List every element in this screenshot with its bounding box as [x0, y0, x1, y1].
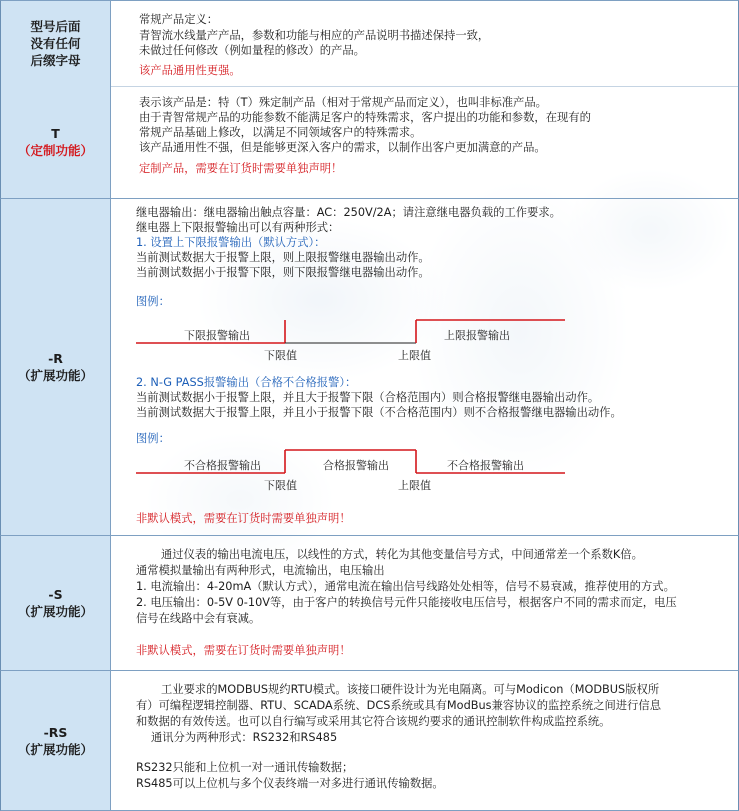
lower-limit-label: 下限值 [264, 349, 297, 362]
label-sub: （扩展功能） [17, 604, 93, 619]
row-label [1, 199, 111, 535]
ng-left-label: 不合格报警输出 [184, 459, 261, 472]
ng-right-label: 不合格报警输出 [447, 459, 524, 472]
legend-label: 图例： [136, 432, 170, 445]
text-line: RS485可以上位机与多个仪表终端一对多进行通讯传输数据。 [136, 777, 444, 790]
upper-limit-label: 上限值 [398, 349, 431, 362]
note-text: 非默认模式，需要在订货时需要单独声明！ [136, 512, 351, 525]
label-code: -R [48, 351, 63, 366]
row-t [0, 86, 739, 199]
row-rs [0, 671, 739, 811]
row-label [1, 671, 111, 810]
row-content [111, 199, 738, 535]
lower-limit-label: 下限值 [264, 479, 297, 492]
text-line: 当前测试数据小于报警上限，并且大于报警下限（合格范围内）则合格报警继电器输出动作。 [136, 391, 600, 404]
text-line: 常规产品定义： [139, 13, 219, 26]
label-sub: （扩展功能） [17, 368, 93, 383]
note-text: 定制产品，需要在订货时需要单独声明！ [139, 162, 343, 175]
label-code: -S [48, 587, 63, 602]
mode-title: 1. 设置上下限报警输出（默认方式）： [136, 236, 326, 249]
text-line: 青智流水线量产产品，参数和功能与相应的产品说明书描述保持一致， [139, 29, 490, 42]
lower-alarm-label: 下限报警输出 [184, 329, 250, 342]
text-line: 和数据的有效传送。也可以自行编写或采用其它符合该规约要求的通讯控制软件构成监控系统。 [136, 715, 611, 728]
row-label [1, 1, 111, 86]
note-text: 非默认模式，需要在订货时需要单独声明！ [136, 644, 351, 657]
label-sub: （定制功能） [17, 143, 93, 158]
text-line: 该产品通用性不强，但是能够更深入客户的需求，以制作出客户更加满意的产品。 [139, 141, 546, 154]
text-line: 未做过任何修改（例如量程的修改）的产品。 [139, 44, 365, 57]
text-line: 表示该产品是：特（T）殊定制产品（相对于常规产品而定义），也叫非标准产品。 [139, 96, 547, 109]
text-line: 通讯分为两种形式：RS232和RS485 [151, 731, 338, 744]
label-code: -RS [43, 724, 68, 740]
note-text: 该产品通用性更强。 [139, 64, 241, 77]
label-sub: （扩展功能） [17, 741, 93, 757]
label-code: T [51, 126, 60, 141]
text-line: 继电器输出：继电器输出触点容量：AC：250V/2A；请注意继电器负载的工作要求。 [136, 206, 561, 219]
text-line: 1. 电流输出：4-20mA（默认方式），通常电流在输出信号线路处处相等，信号不易衰减，推荐使用的方式。 [136, 580, 675, 593]
text-line: 当前测试数据小于报警下限，则下限报警继电器输出动作。 [136, 266, 430, 279]
row-r [0, 199, 739, 536]
text-line: 2. 电压输出：0-5V 0-10V等，由于客户的转换信号元件只能接收电压信号，根据客户不同的需求而定，电压 [136, 596, 677, 609]
text-line: 由于青智常规产品的功能参数不能满足客户的特殊需求，客户提出的功能和参数，在现有的 [139, 111, 591, 124]
row-content [111, 671, 738, 810]
text-line: 工业要求的MODBUS规约RTU模式。该接口硬件设计为光电隔离。可与Modicon（MODBUS版权所 [161, 683, 660, 696]
text-line: RS232只能和上位机一对一通讯传输数据； [136, 761, 354, 774]
label-line: 型号后面 [30, 19, 81, 34]
row-content [111, 536, 738, 670]
label-line: 后缀字母 [30, 53, 81, 68]
row-label [1, 86, 111, 198]
alarm-diagram-1 [111, 309, 738, 369]
mode-title: 2. N-G PASS报警输出（合格不合格报警）： [136, 376, 357, 389]
upper-limit-label: 上限值 [398, 479, 431, 492]
row-s [0, 536, 739, 671]
text-line: 通常模拟量输出有两种形式，电流输出，电压输出 [136, 564, 385, 577]
alarm-diagram-2 [111, 448, 738, 498]
row-standard [0, 0, 739, 87]
text-line: 通过仪表的输出电流电压，以线性的方式，转化为其他变量信号方式，中间通常差一个系数K倍。 [161, 548, 643, 561]
text-line: 有）可编程逻辑控制器、RTU、SCADA系统、DCS系统或具有ModBus兼容协议的监控系统之间进行信息 [136, 699, 661, 712]
legend-label: 图例： [136, 295, 170, 308]
text-line: 信号在线路中会有衰减。 [136, 612, 261, 625]
text-line: 当前测试数据大于报警上限，则上限报警继电器输出动作。 [136, 251, 430, 264]
pass-label: 合格报警输出 [323, 459, 389, 472]
text-line: 常规产品基础上修改，以满足不同领域客户的特殊需求。 [139, 126, 422, 139]
row-content [111, 86, 738, 198]
text-line: 当前测试数据大于报警上限，并且小于报警下限（不合格范围内）则不合格报警继电器输出动作。 [136, 406, 622, 419]
row-content [111, 1, 738, 86]
label-line: 没有任何 [30, 36, 81, 51]
upper-alarm-label: 上限报警输出 [444, 329, 510, 342]
text-line: 继电器上下限报警输出可以有两种形式： [136, 221, 340, 234]
row-label [1, 536, 111, 670]
